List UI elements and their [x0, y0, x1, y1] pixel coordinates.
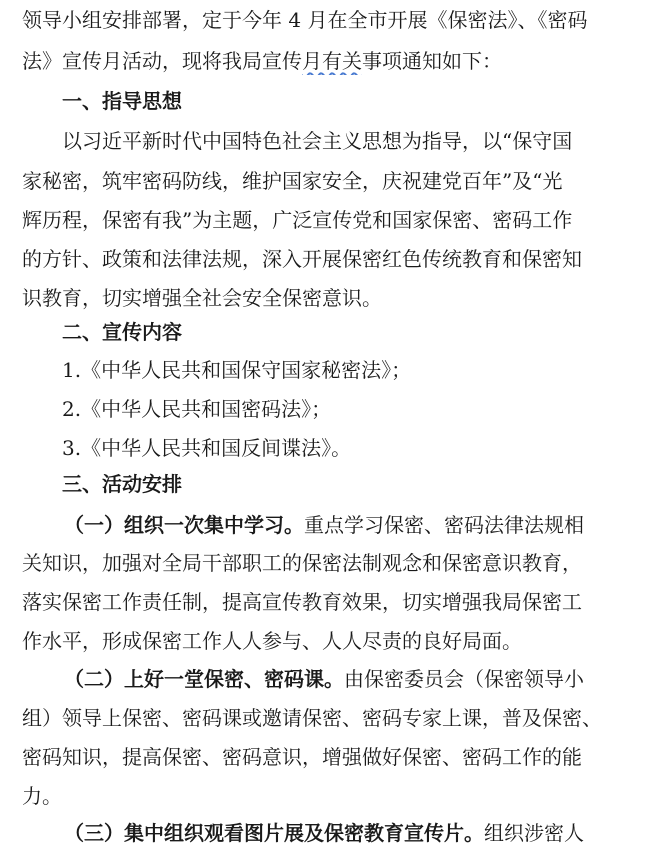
- activity2-text: 由保密委员会（保密领导小: [344, 667, 584, 691]
- section1-heading: 一、指导思想: [62, 89, 182, 113]
- section2-item-2: 2.《中华人民共和国密码法》；: [62, 397, 332, 421]
- section1-line-4: 的方针、政策和法律法规，深入开展保密红色传统教育和保密知: [22, 247, 582, 271]
- section2-heading: 二、宣传内容: [62, 320, 182, 344]
- activity3-title: （三）集中组织观看图片展及保密教育宣传片。: [64, 821, 484, 845]
- activity1-line-3: 落实保密工作责任制，提高宣传教育效果，切实增强我局保密工: [22, 590, 582, 614]
- section1-line-5: 识教育，切实增强全社会安全保密意识。: [22, 286, 382, 310]
- activity1-title: （一）组织一次集中学习。: [64, 513, 304, 537]
- section1-line-2: 家秘密，筑牢密码防线，维护国家安全，庆祝建党百年”及“光: [22, 169, 563, 193]
- section2-item-3: 3.《中华人民共和国反间谍法》。: [62, 436, 352, 460]
- activity2-title: （二）上好一堂保密、密码课。: [64, 667, 344, 691]
- activity2-line-1: [0, 665, 646, 693]
- intro-line-2: [0, 47, 646, 75]
- activity1-line-4: 作水平，形成保密工作人人参与、人人尽责的良好局面。: [22, 629, 522, 653]
- activity2-line-3: 密码知识，提高保密、密码意识，增强做好保密、密码工作的能: [22, 745, 582, 769]
- activity1-text: 重点学习保密、密码法律法规相: [304, 513, 584, 537]
- section1-line-1: 以习近平新时代中国特色社会主义思想为指导，以“保守国: [62, 129, 573, 153]
- section1-line-3: 辉历程，保密有我”为主题，广泛宣传党和国家保密、密码工作: [22, 208, 573, 232]
- intro-line-1: [0, 6, 646, 34]
- activity3-text: 组织涉密人: [484, 821, 584, 845]
- intro-text-1: 领导小组安排部署，定于今年 4 月在全市开展《保密法》、《密码: [22, 8, 588, 32]
- activity1-line-1: [0, 511, 646, 539]
- intro-text-2a: 法》宣传月活动，现将我局宣传: [22, 49, 302, 73]
- spellcheck-underline: 月有关: [302, 49, 362, 73]
- section3-heading: 三、活动安排: [62, 472, 182, 496]
- activity2-line-4: 力。: [22, 784, 62, 808]
- activity1-line-2: 关知识，加强对全局干部职工的保密法制观念和保密意识教育，: [22, 551, 582, 575]
- intro-text-2c: 事项通知如下：: [362, 49, 502, 73]
- activity2-line-2: 组）领导上保密、密码课或邀请保密、密码专家上课，普及保密、: [22, 706, 602, 730]
- section2-item-1: 1.《中华人民共和国保守国家秘密法》；: [62, 358, 412, 382]
- activity3-line-1: [0, 819, 646, 847]
